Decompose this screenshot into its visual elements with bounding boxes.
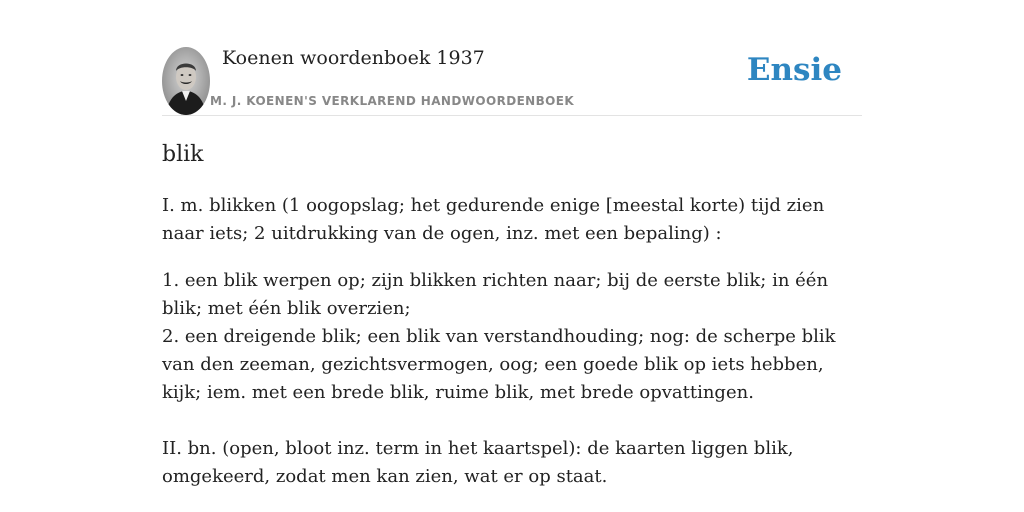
sense-one-example-two: 2. een dreigende blik; een blik van verstandhouding; nog: de scherpe blik van den zeeman, gezichtsvermogen, oog; een goede blik op iets hebben, kijk; iem. met een brede blik, ruime blik, met brede opvattingen. <box>162 326 836 403</box>
site-title-link[interactable]: Koenen woordenboek 1937 <box>222 47 485 69</box>
dictionary-entry <box>162 140 862 491</box>
dictionary-subtitle: M. J. KOENEN'S VERKLAREND HANDWOORDENBOEK <box>210 94 575 108</box>
site-header <box>162 44 862 116</box>
sense-two-definition: II. bn. (open, bloot inz. term in het kaartspel): de kaarten liggen blik, omgekeerd, zodat men kan zien, wat er op staat. <box>162 438 794 487</box>
entry-headword: blik <box>162 142 204 167</box>
portrait-photo-icon <box>162 47 210 115</box>
sense-one-example-one: 1. een blik werpen op; zijn blikken richten naar; bij de eerste blik; in één blik; met één blik overzien; <box>162 270 829 319</box>
brand-logo-link[interactable]: Ensie <box>746 52 842 88</box>
sense-one-definition: I. m. blikken (1 oogopslag; het gedurende enige [meestal korte) tijd zien naar iets; 2 uitdrukking van de ogen, inz. met een bepaling) : <box>162 195 825 244</box>
